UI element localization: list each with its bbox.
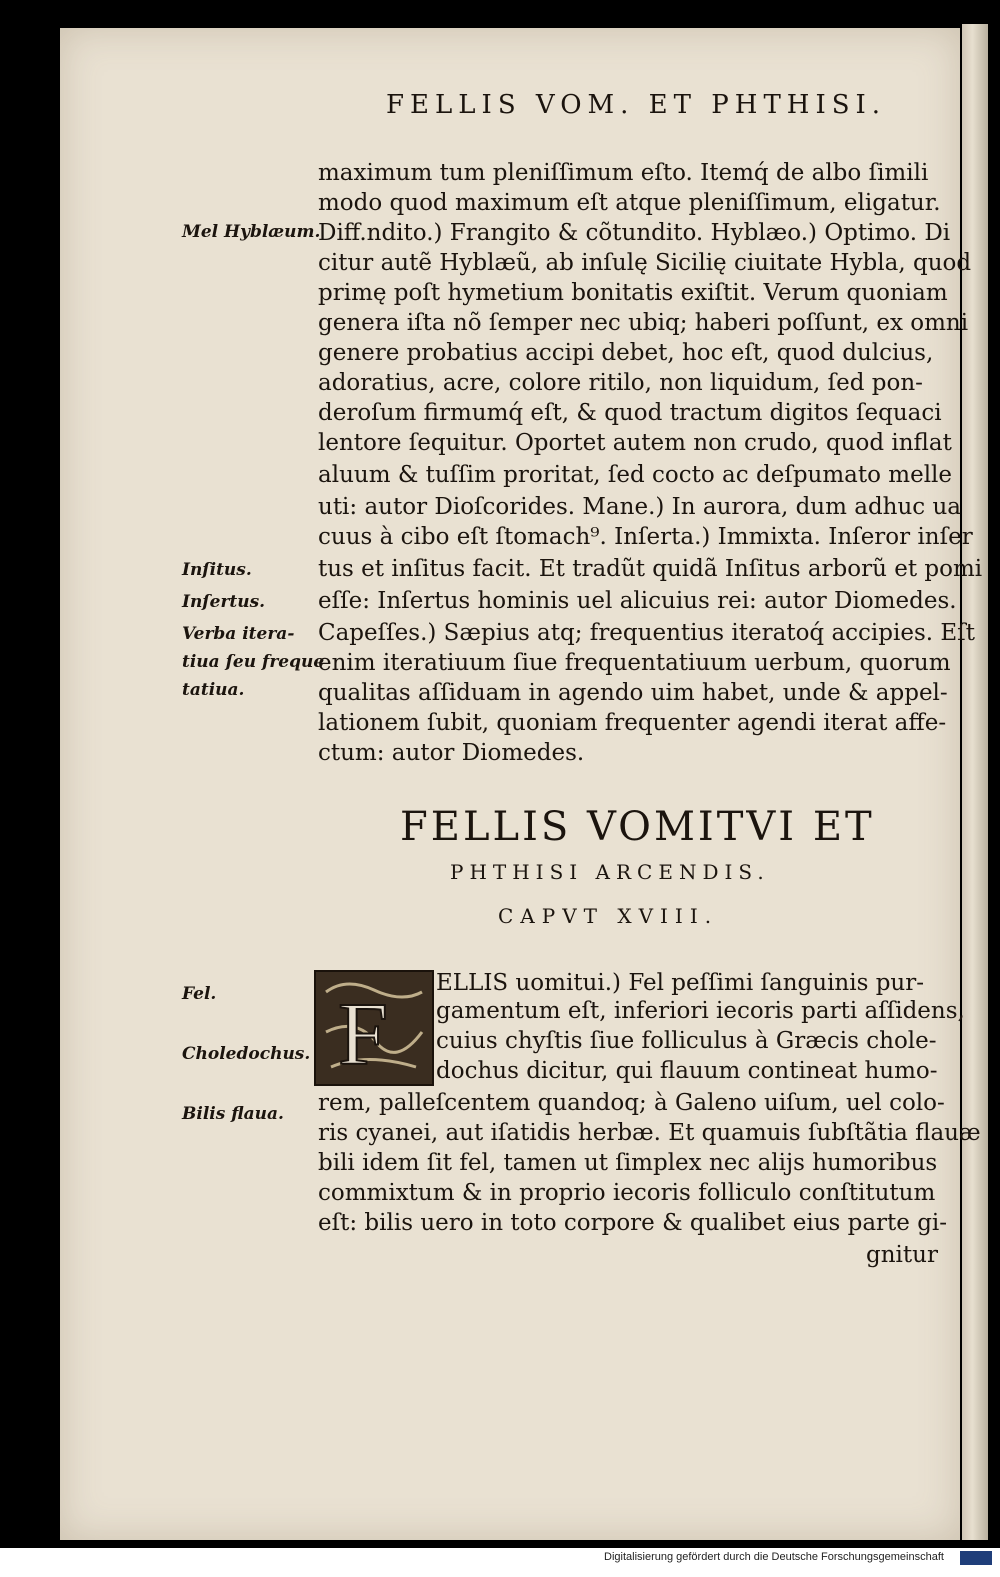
- body-line: Diff.ndito.) Frangito & cõtundito. Hyblæo.) Optimo. Di: [318, 220, 951, 246]
- body-line: enim iteratiuum ſiue frequentatiuum uerbum, quorum: [318, 650, 951, 676]
- body-line: citur autẽ Hyblæũ, ab inſulę Sicilię ciuitate Hybla, quod: [318, 250, 972, 276]
- margin-note-choledochus: Choledochus.: [182, 1044, 311, 1064]
- margin-note-insitus: Inſitus.: [182, 560, 252, 580]
- decorated-initial-f: [314, 970, 434, 1086]
- margin-note-verba: Verba itera-: [182, 624, 295, 644]
- svg-text:F: F: [338, 985, 389, 1084]
- margin-note-fel: Fel.: [182, 984, 217, 1004]
- body-line: genera iſta nõ ſemper nec ubiq; haberi poſſunt, ex omni: [318, 310, 969, 336]
- chapter-line: ris cyanei, aut iſatidis herbæ. Et quamuis ſubſtãtia flauæ: [318, 1120, 981, 1146]
- body-line: tus et inſitus facit. Et tradũt quidã Inſitus arborũ et pomi: [318, 556, 983, 582]
- running-head: FELLIS VOM. ET PHTHISI.: [386, 90, 887, 120]
- body-line: adoratius, acre, colore ritilo, non liquidum, ſed pon-: [318, 370, 923, 396]
- margin-note-verba: tiua ſeu freque: [182, 652, 325, 672]
- margin-note-bilis: Bilis flaua.: [182, 1104, 284, 1124]
- body-line: primę poſt hymetium bonitatis exiſtit. Verum quoniam: [318, 280, 948, 306]
- chapter-subtitle: PHTHISI ARCENDIS.: [450, 860, 770, 884]
- body-line: uti: autor Dioſcorides. Mane.) In aurora, dum adhuc ua: [318, 494, 962, 520]
- margin-note-verba: tatiua.: [182, 680, 245, 700]
- decorated-initial-icon: [316, 972, 432, 1084]
- dfg-logo-icon: [960, 1551, 992, 1565]
- body-line: qualitas aſſiduam in agendo uim habet, unde & appel-: [318, 680, 948, 706]
- chapter-line: cuius chyſtis ſiue folliculus à Græcis chole-: [436, 1028, 937, 1054]
- chapter-line: gamentum eſt, inferiori iecoris parti aſſidens,: [436, 998, 965, 1024]
- chapter-line: gnitur: [866, 1242, 938, 1268]
- body-line: aluum & tuſſim proritat, ſed cocto ac deſpumato melle: [318, 462, 953, 488]
- chapter-title: FELLIS VOMITVI ET: [400, 804, 875, 850]
- body-line: lentore ſequitur. Oportet autem non crudo, quod inflat: [318, 430, 952, 456]
- footer-credit: Digitalisierung gefördert durch die Deutsche Forschungsgemeinschaft: [604, 1551, 944, 1563]
- body-line: genere probatius accipi debet, hoc eſt, quod dulcius,: [318, 340, 934, 366]
- body-line: Capeſſes.) Sæpius atq; frequentius iteratoq́ accipies. Eſt: [318, 620, 975, 646]
- margin-note-insertus: Inſertus.: [182, 592, 266, 612]
- chapter-line: rem, palleſcentem quandoq; à Galeno uiſum, uel colo-: [318, 1090, 945, 1116]
- chapter-line: ELLIS uomitui.) Fel peſſimi ſanguinis pur-: [436, 970, 925, 996]
- body-line: deroſum firmumq́ eſt, & quod tractum digitos ſequaci: [318, 400, 942, 426]
- chapter-line: eſt: bilis uero in toto corpore & qualibet eius parte gi-: [318, 1210, 948, 1236]
- margin-note-mel: Mel Hyblæum.: [182, 222, 321, 242]
- body-line: ctum: autor Diomedes.: [318, 740, 585, 766]
- body-line: cuus à cibo eſt ſtomach⁹. Inſerta.) Immixta. Inſeror inſer: [318, 524, 973, 550]
- chapter-line: bili idem ſit fel, tamen ut ſimplex nec alijs humoribus: [318, 1150, 938, 1176]
- body-line: lationem ſubit, quoniam frequenter agendi iterat affe-: [318, 710, 947, 736]
- chapter-line: commixtum & in proprio iecoris folliculo conſtitutum: [318, 1180, 936, 1206]
- body-line: modo quod maximum eſt atque pleniſſimum, eligatur.: [318, 190, 941, 216]
- chapter-line: dochus dicitur, qui flauum contineat humo-: [436, 1058, 938, 1084]
- body-line: maximum tum pleniſſimum eſto. Itemq́ de albo ſimili: [318, 160, 929, 186]
- body-line: eſſe: Inſertus hominis uel alicuius rei: autor Diomedes.: [318, 588, 957, 614]
- chapter-number: CAPVT XVIII.: [498, 904, 719, 928]
